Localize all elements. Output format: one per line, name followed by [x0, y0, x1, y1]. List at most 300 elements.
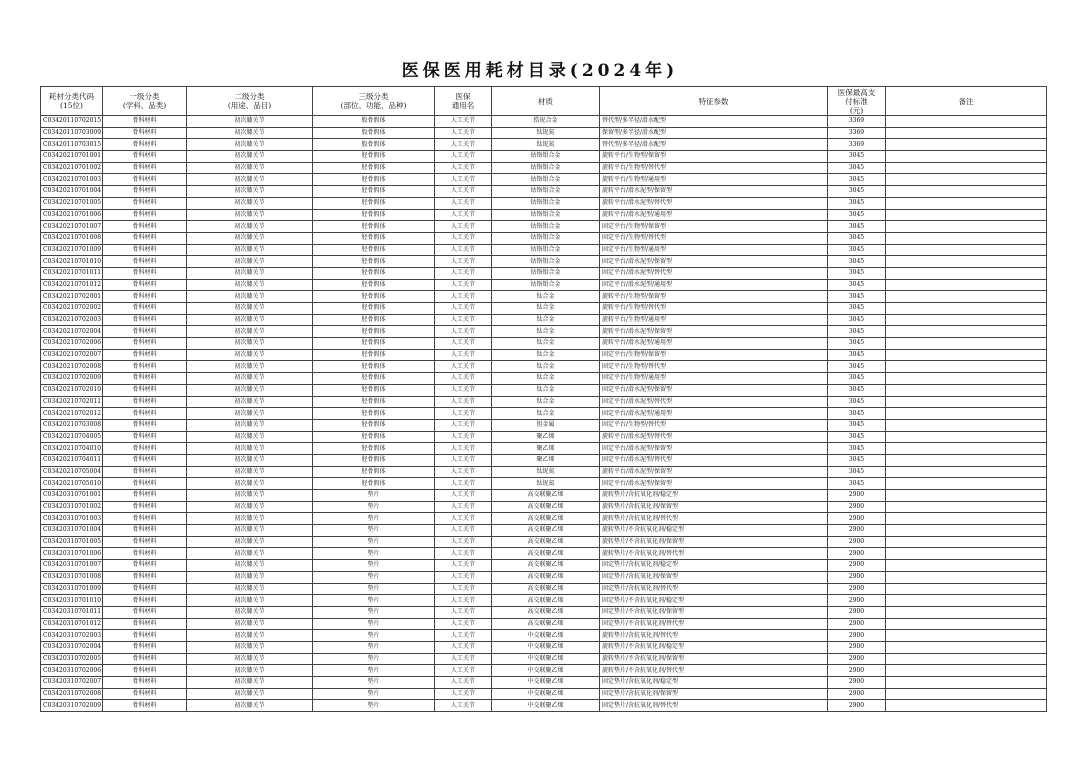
cell-spec: 旋转垫片/不含抗氧化剂/保留型 [600, 653, 828, 665]
table-row [41, 361, 1047, 373]
cell-material: 钴铬钼合金 [492, 221, 600, 233]
cell-level1: 骨科材料 [103, 606, 187, 618]
cell-remark [886, 384, 1047, 396]
cell-level2: 初次膝关节 [187, 127, 313, 139]
cell-generic-name: 人工关节 [435, 443, 492, 455]
cell-code: C03420210702012 [41, 408, 103, 420]
cell-level3: 胫骨假体 [313, 221, 435, 233]
table-row [41, 162, 1047, 174]
table-row [41, 314, 1047, 326]
cell-level3: 胫骨假体 [313, 431, 435, 443]
cell-price: 3045 [828, 361, 886, 373]
cell-level3: 胫骨假体 [313, 244, 435, 256]
cell-remark [886, 267, 1047, 279]
cell-price: 3045 [828, 279, 886, 291]
cell-level2: 初次膝关节 [187, 700, 313, 712]
cell-code: C03420310702003 [41, 630, 103, 642]
cell-price: 2900 [828, 490, 886, 502]
cell-code: C03420210703008 [41, 419, 103, 431]
cell-code: C03420210705010 [41, 478, 103, 490]
cell-price: 2900 [828, 653, 886, 665]
cell-price: 3045 [828, 186, 886, 198]
cell-remark [886, 338, 1047, 350]
cell-price: 3045 [828, 373, 886, 385]
cell-generic-name: 人工关节 [435, 688, 492, 700]
cell-level1: 骨科材料 [103, 641, 187, 653]
cell-material: 钛合金 [492, 361, 600, 373]
table-row [41, 583, 1047, 595]
cell-level3: 胫骨假体 [313, 291, 435, 303]
cell-price: 3045 [828, 314, 886, 326]
cell-remark [886, 630, 1047, 642]
cell-remark [886, 606, 1047, 618]
cell-remark [886, 677, 1047, 689]
column-header-level2: 二级分类 (用途、品目) [187, 87, 313, 116]
cell-code: C03420210702010 [41, 384, 103, 396]
cell-generic-name: 人工关节 [435, 139, 492, 151]
cell-spec: 旋转平台/滑水泥型/保留型 [600, 326, 828, 338]
cell-remark [886, 151, 1047, 163]
cell-price: 3045 [828, 221, 886, 233]
cell-level3: 垫片 [313, 548, 435, 560]
cell-remark [886, 641, 1047, 653]
cell-price: 2900 [828, 501, 886, 513]
cell-generic-name: 人工关节 [435, 174, 492, 186]
cell-spec: 固定平台/生物型/通用型 [600, 373, 828, 385]
cell-spec: 固定垫片/含抗氧化剂/替代型 [600, 700, 828, 712]
cell-remark [886, 513, 1047, 525]
cell-generic-name: 人工关节 [435, 700, 492, 712]
cell-price: 3045 [828, 197, 886, 209]
table-row [41, 431, 1047, 443]
table-row [41, 139, 1047, 151]
cell-level2: 初次膝关节 [187, 221, 313, 233]
cell-material: 钛合金 [492, 384, 600, 396]
cell-level1: 骨科材料 [103, 314, 187, 326]
cell-level3: 股骨假体 [313, 116, 435, 128]
cell-remark [886, 186, 1047, 198]
cell-level2: 初次膝关节 [187, 548, 313, 560]
cell-level3: 垫片 [313, 665, 435, 677]
cell-material: 中交联聚乙烯 [492, 630, 600, 642]
cell-remark [886, 560, 1047, 572]
cell-spec: 旋转平台/滑水泥型/通用型 [600, 338, 828, 350]
table-row [41, 373, 1047, 385]
cell-generic-name: 人工关节 [435, 116, 492, 128]
cell-level1: 骨科材料 [103, 291, 187, 303]
cell-level3: 垫片 [313, 641, 435, 653]
cell-level3: 垫片 [313, 595, 435, 607]
cell-level2: 初次膝关节 [187, 466, 313, 478]
cell-code: C03420210705004 [41, 466, 103, 478]
cell-price: 2900 [828, 525, 886, 537]
cell-level3: 胫骨假体 [313, 373, 435, 385]
cell-level1: 骨科材料 [103, 583, 187, 595]
cell-remark [886, 116, 1047, 128]
cell-generic-name: 人工关节 [435, 595, 492, 607]
cell-code: C03420310701007 [41, 560, 103, 572]
cell-remark [886, 536, 1047, 548]
cell-spec: 旋转垫片/含抗氧化剂/保留型 [600, 501, 828, 513]
cell-level2: 初次膝关节 [187, 513, 313, 525]
cell-material: 高交联聚乙烯 [492, 571, 600, 583]
cell-level1: 骨科材料 [103, 548, 187, 560]
cell-level3: 垫片 [313, 536, 435, 548]
cell-remark [886, 209, 1047, 221]
cell-generic-name: 人工关节 [435, 525, 492, 537]
cell-spec: 固定平台/生物型/通用型 [600, 244, 828, 256]
cell-level1: 骨科材料 [103, 326, 187, 338]
cell-level1: 骨科材料 [103, 127, 187, 139]
cell-spec: 固定垫片/含抗氧化剂/替代型 [600, 583, 828, 595]
cell-price: 3045 [828, 256, 886, 268]
cell-price: 3045 [828, 232, 886, 244]
cell-level3: 胫骨假体 [313, 197, 435, 209]
cell-code: C03420210701004 [41, 186, 103, 198]
cell-level1: 骨科材料 [103, 618, 187, 630]
cell-code: C03420310701012 [41, 618, 103, 630]
table-row [41, 151, 1047, 163]
cell-price: 3045 [828, 267, 886, 279]
cell-code: C03420310701004 [41, 525, 103, 537]
cell-generic-name: 人工关节 [435, 548, 492, 560]
cell-level3: 胫骨假体 [313, 256, 435, 268]
cell-generic-name: 人工关节 [435, 571, 492, 583]
cell-material: 中交联聚乙烯 [492, 688, 600, 700]
cell-generic-name: 人工关节 [435, 478, 492, 490]
cell-material: 钛铌氮 [492, 127, 600, 139]
cell-code: C03420210704010 [41, 443, 103, 455]
cell-level1: 骨科材料 [103, 513, 187, 525]
cell-remark [886, 174, 1047, 186]
cell-code: C03420210702007 [41, 349, 103, 361]
cell-level3: 胫骨假体 [313, 419, 435, 431]
cell-spec: 固定平台/滑水泥型/替代型 [600, 454, 828, 466]
cell-remark [886, 349, 1047, 361]
cell-material: 中交联聚乙烯 [492, 653, 600, 665]
cell-level2: 初次膝关节 [187, 583, 313, 595]
cell-material: 钴铬钼合金 [492, 209, 600, 221]
cell-code: C03420110703009 [41, 127, 103, 139]
cell-level1: 骨科材料 [103, 174, 187, 186]
cell-level3: 胫骨假体 [313, 466, 435, 478]
cell-level1: 骨科材料 [103, 209, 187, 221]
cell-spec: 固定垫片/不含抗氧化剂/保留型 [600, 606, 828, 618]
cell-level3: 垫片 [313, 700, 435, 712]
cell-spec: 固定平台/生物型/替代型 [600, 419, 828, 431]
cell-code: C03420310701002 [41, 501, 103, 513]
cell-level1: 骨科材料 [103, 197, 187, 209]
cell-remark [886, 548, 1047, 560]
cell-level1: 骨科材料 [103, 419, 187, 431]
cell-spec: 固定垫片/不含抗氧化剂/稳定型 [600, 595, 828, 607]
table-row [41, 419, 1047, 431]
table-row [41, 232, 1047, 244]
cell-level1: 骨科材料 [103, 373, 187, 385]
cell-material: 钽金属 [492, 419, 600, 431]
cell-material: 钛铌氮 [492, 478, 600, 490]
cell-price: 2900 [828, 688, 886, 700]
table-row [41, 244, 1047, 256]
cell-generic-name: 人工关节 [435, 127, 492, 139]
cell-spec: 旋转垫片/不含抗氧化剂/替代型 [600, 548, 828, 560]
cell-level2: 初次膝关节 [187, 256, 313, 268]
cell-generic-name: 人工关节 [435, 419, 492, 431]
cell-level3: 胫骨假体 [313, 209, 435, 221]
cell-material: 高交联聚乙烯 [492, 583, 600, 595]
cell-generic-name: 人工关节 [435, 209, 492, 221]
column-header-generic-name: 医保 通用名 [435, 87, 492, 116]
cell-level2: 初次膝关节 [187, 303, 313, 315]
cell-level3: 垫片 [313, 571, 435, 583]
cell-level3: 股骨假体 [313, 139, 435, 151]
cell-level3: 垫片 [313, 630, 435, 642]
cell-price: 3369 [828, 139, 886, 151]
cell-material: 钴铬钼合金 [492, 267, 600, 279]
cell-spec: 旋转平台/滑水泥型/保留型 [600, 186, 828, 198]
cell-spec: 固定平台/生物型/替代型 [600, 232, 828, 244]
cell-price: 3045 [828, 431, 886, 443]
cell-remark [886, 396, 1047, 408]
cell-level3: 胫骨假体 [313, 232, 435, 244]
cell-level2: 初次膝关节 [187, 431, 313, 443]
cell-price: 3369 [828, 127, 886, 139]
cell-level2: 初次膝关节 [187, 490, 313, 502]
cell-spec: 固定垫片/不含抗氧化剂/替代型 [600, 618, 828, 630]
cell-generic-name: 人工关节 [435, 677, 492, 689]
cell-price: 2900 [828, 700, 886, 712]
cell-generic-name: 人工关节 [435, 244, 492, 256]
cell-code: C03420210702002 [41, 303, 103, 315]
cell-price: 2900 [828, 548, 886, 560]
cell-level3: 垫片 [313, 677, 435, 689]
cell-remark [886, 303, 1047, 315]
cell-level2: 初次膝关节 [187, 209, 313, 221]
cell-code: C03420210701010 [41, 256, 103, 268]
cell-price: 2900 [828, 595, 886, 607]
cell-material: 钛合金 [492, 303, 600, 315]
cell-level1: 骨科材料 [103, 525, 187, 537]
cell-generic-name: 人工关节 [435, 618, 492, 630]
cell-spec: 固定平台/滑水泥型/保留型 [600, 256, 828, 268]
cell-remark [886, 197, 1047, 209]
cell-spec: 旋转平台/滑水泥型/通用型 [600, 209, 828, 221]
cell-spec: 固定平台/滑水泥型/保留型 [600, 443, 828, 455]
cell-level1: 骨科材料 [103, 396, 187, 408]
cell-level2: 初次膝关节 [187, 139, 313, 151]
cell-remark [886, 419, 1047, 431]
cell-level2: 初次膝关节 [187, 279, 313, 291]
cell-remark [886, 525, 1047, 537]
cell-spec: 固定垫片/含抗氧化剂/稳定型 [600, 560, 828, 572]
cell-price: 3045 [828, 396, 886, 408]
cell-price: 2900 [828, 641, 886, 653]
cell-code: C03420210704005 [41, 431, 103, 443]
cell-level1: 骨科材料 [103, 232, 187, 244]
cell-code: C03420310702006 [41, 665, 103, 677]
cell-code: C03420310702007 [41, 677, 103, 689]
cell-material: 钛合金 [492, 338, 600, 350]
cell-spec: 固定垫片/含抗氧化剂/稳定型 [600, 677, 828, 689]
cell-spec: 固定平台/滑水泥型/保留型 [600, 478, 828, 490]
cell-material: 钴铬钼合金 [492, 162, 600, 174]
cell-price: 2900 [828, 618, 886, 630]
cell-material: 中交联聚乙烯 [492, 665, 600, 677]
cell-code: C03420210704011 [41, 454, 103, 466]
cell-level1: 骨科材料 [103, 221, 187, 233]
cell-price: 3045 [828, 478, 886, 490]
cell-material: 高交联聚乙烯 [492, 548, 600, 560]
table-row [41, 641, 1047, 653]
cell-generic-name: 人工关节 [435, 560, 492, 572]
cell-price: 2900 [828, 571, 886, 583]
table-row [41, 513, 1047, 525]
cell-material: 钛铌氮 [492, 139, 600, 151]
table-row [41, 443, 1047, 455]
cell-spec: 替代型/多半径/滑水配型 [600, 116, 828, 128]
cell-level1: 骨科材料 [103, 665, 187, 677]
cell-level3: 垫片 [313, 525, 435, 537]
cell-remark [886, 162, 1047, 174]
table-row [41, 571, 1047, 583]
cell-material: 聚乙烯 [492, 431, 600, 443]
cell-price: 3045 [828, 384, 886, 396]
cell-spec: 旋转垫片/不含抗氧化剂/替代型 [600, 665, 828, 677]
cell-generic-name: 人工关节 [435, 384, 492, 396]
cell-material: 钛合金 [492, 349, 600, 361]
column-header-material: 材质 [492, 87, 600, 116]
cell-spec: 旋转平台/滑水泥型/替代型 [600, 431, 828, 443]
cell-generic-name: 人工关节 [435, 653, 492, 665]
cell-code: C03420310701003 [41, 513, 103, 525]
cell-material: 中交联聚乙烯 [492, 641, 600, 653]
cell-spec: 旋转垫片/不含抗氧化剂/稳定型 [600, 641, 828, 653]
cell-level2: 初次膝关节 [187, 116, 313, 128]
cell-level3: 胫骨假体 [313, 174, 435, 186]
cell-generic-name: 人工关节 [435, 338, 492, 350]
cell-price: 2900 [828, 536, 886, 548]
cell-code: C03420310702005 [41, 653, 103, 665]
table-row [41, 560, 1047, 572]
cell-price: 3045 [828, 162, 886, 174]
cell-remark [886, 665, 1047, 677]
cell-level1: 骨科材料 [103, 700, 187, 712]
column-header-spec: 特征参数 [600, 87, 828, 116]
table-row [41, 291, 1047, 303]
cell-level3: 胫骨假体 [313, 279, 435, 291]
cell-level2: 初次膝关节 [187, 641, 313, 653]
cell-level2: 初次膝关节 [187, 326, 313, 338]
cell-remark [886, 501, 1047, 513]
cell-spec: 固定平台/生物型/替代型 [600, 361, 828, 373]
cell-price: 2900 [828, 560, 886, 572]
table-row [41, 501, 1047, 513]
cell-remark [886, 583, 1047, 595]
cell-spec: 旋转平台/生物型/保留型 [600, 151, 828, 163]
cell-remark [886, 408, 1047, 420]
cell-remark [886, 653, 1047, 665]
table-row [41, 303, 1047, 315]
cell-level2: 初次膝关节 [187, 618, 313, 630]
cell-level2: 初次膝关节 [187, 454, 313, 466]
cell-level3: 胫骨假体 [313, 186, 435, 198]
cell-level2: 初次膝关节 [187, 606, 313, 618]
cell-material: 高交联聚乙烯 [492, 606, 600, 618]
cell-level3: 垫片 [313, 583, 435, 595]
cell-material: 高交联聚乙烯 [492, 560, 600, 572]
cell-spec: 固定平台/滑水泥型/替代型 [600, 396, 828, 408]
cell-code: C03420210702003 [41, 314, 103, 326]
cell-remark [886, 454, 1047, 466]
cell-level2: 初次膝关节 [187, 501, 313, 513]
cell-code: C03420210701005 [41, 197, 103, 209]
column-header-price: 医保最高支 付标准 (元) [828, 87, 886, 116]
cell-level1: 骨科材料 [103, 151, 187, 163]
table-row [41, 454, 1047, 466]
cell-generic-name: 人工关节 [435, 408, 492, 420]
table-row [41, 338, 1047, 350]
cell-level2: 初次膝关节 [187, 244, 313, 256]
table-row [41, 349, 1047, 361]
cell-level1: 骨科材料 [103, 244, 187, 256]
cell-remark [886, 595, 1047, 607]
cell-level1: 骨科材料 [103, 688, 187, 700]
cell-level2: 初次膝关节 [187, 653, 313, 665]
cell-generic-name: 人工关节 [435, 583, 492, 595]
cell-level3: 胫骨假体 [313, 478, 435, 490]
cell-level2: 初次膝关节 [187, 560, 313, 572]
cell-remark [886, 232, 1047, 244]
cell-level3: 垫片 [313, 560, 435, 572]
cell-level1: 骨科材料 [103, 256, 187, 268]
cell-generic-name: 人工关节 [435, 221, 492, 233]
cell-level1: 骨科材料 [103, 677, 187, 689]
cell-level2: 初次膝关节 [187, 408, 313, 420]
table-row [41, 466, 1047, 478]
cell-level2: 初次膝关节 [187, 665, 313, 677]
cell-material: 聚乙烯 [492, 454, 600, 466]
cell-generic-name: 人工关节 [435, 361, 492, 373]
table-header-row [41, 87, 1047, 116]
column-header-level1: 一级分类 (学科、品类) [103, 87, 187, 116]
cell-code: C03420210702008 [41, 361, 103, 373]
table-row [41, 677, 1047, 689]
cell-material: 钛合金 [492, 326, 600, 338]
cell-generic-name: 人工关节 [435, 513, 492, 525]
cell-remark [886, 373, 1047, 385]
cell-remark [886, 314, 1047, 326]
cell-spec: 固定平台/滑水泥型/通用型 [600, 279, 828, 291]
cell-spec: 固定平台/生物型/保留型 [600, 221, 828, 233]
cell-material: 高交联聚乙烯 [492, 513, 600, 525]
cell-level3: 垫片 [313, 618, 435, 630]
cell-level2: 初次膝关节 [187, 536, 313, 548]
cell-level1: 骨科材料 [103, 186, 187, 198]
cell-remark [886, 478, 1047, 490]
cell-generic-name: 人工关节 [435, 490, 492, 502]
cell-code: C03420310702009 [41, 700, 103, 712]
cell-level2: 初次膝关节 [187, 688, 313, 700]
cell-code: C03420210701008 [41, 232, 103, 244]
cell-code: C03420210701007 [41, 221, 103, 233]
cell-level1: 骨科材料 [103, 443, 187, 455]
cell-code: C03420210701006 [41, 209, 103, 221]
cell-level2: 初次膝关节 [187, 677, 313, 689]
table-row [41, 618, 1047, 630]
table-row [41, 267, 1047, 279]
table-row [41, 606, 1047, 618]
cell-spec: 旋转平台/生物型/替代型 [600, 303, 828, 315]
